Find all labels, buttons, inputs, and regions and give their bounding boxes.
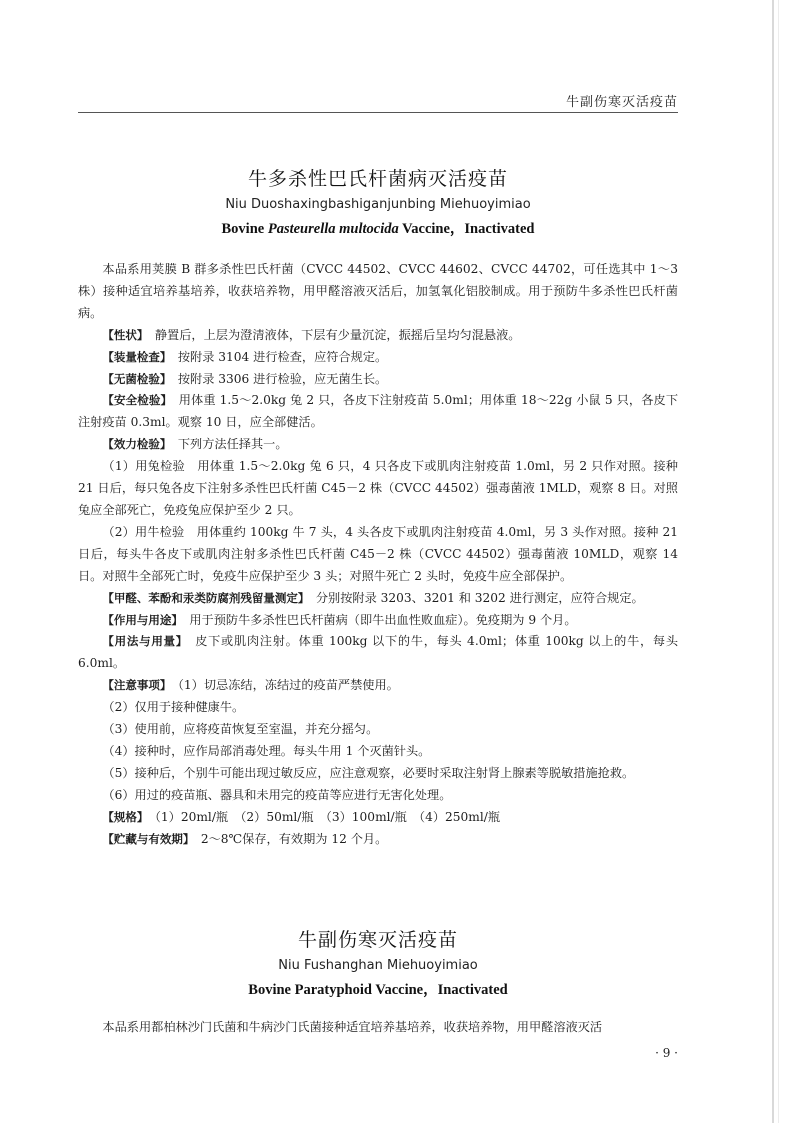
para-yongfa	[78, 631, 678, 675]
label-wujun: 【无菌检验】	[102, 371, 166, 386]
para-anquan	[78, 390, 678, 434]
text-canliu: 分别按附录 3203、3201 和 3202 进行测定，应符合规定。	[315, 590, 644, 605]
section1-title-pinyin: Niu Duoshaxingbashiganjunbing Miehuoyimiao	[225, 197, 531, 212]
label-zhucang: 【贮藏与有效期】	[102, 831, 189, 846]
para-zhuyi-2: （2）仅用于接种健康牛。	[102, 700, 245, 715]
text-xiaoli: 下列方法任择其一。	[177, 437, 288, 452]
section2-title-en: Bovine Paratyphoid Vaccine，Inactivated	[248, 982, 508, 998]
section2-title-block	[78, 925, 678, 999]
text-xingzhuang: 静置后，上层为澄清液体，下层有少量沉淀，振摇后呈均匀混悬液。	[154, 327, 521, 342]
section1-body	[78, 259, 678, 850]
intro-paragraph: 本品系用荚膜 B 群多杀性巴氏杆菌（CVCC 44502、CVCC 44602、CVCC 44702，可任选其中 1～3 株）接种适宜培养基培养，收获培养物，用甲醛溶液灭活后，加氢氧化铝胶制成。用于预防牛多杀性巴氏杆菌病。	[78, 262, 678, 320]
header-rule	[78, 112, 678, 113]
para-zhucang	[78, 829, 678, 851]
text-zhuyi: （1）切忌冻结，冻结过的疫苗严禁使用。	[177, 678, 399, 693]
section1-title-en	[78, 217, 678, 238]
label-guige: 【规格】	[102, 809, 143, 824]
label-zhuangliang: 【装量检查】	[102, 349, 166, 364]
section2-title-cn: 牛副伤寒灭活疫苗	[297, 929, 458, 951]
text-wujun: 按附录 3306 进行检验，应无菌生长。	[177, 371, 388, 386]
title-en-pre: Bovine	[221, 221, 268, 237]
para-xiaoli-rabbit: （1）用兔检验 用体重 1.5～2.0kg 兔 6 只，4 只各皮下或肌肉注射疫苗 1.0ml，另 2 只作对照。接种 21 日后，每只兔各皮下注射多杀性巴氏杆菌 C45－2 株（CVCC 44502）强毒菌液 1MLD，观察 8 日。对照兔应全部死亡，免疫兔应保护至少 2 只。	[78, 459, 678, 517]
section2-intro: 本品系用都柏林沙门氏菌和牛病沙门氏菌接种适宜培养基培养，收获培养物，用甲醛溶液灭活	[102, 1020, 603, 1034]
para-xiaoli	[78, 434, 678, 456]
para-zhuyi-3: （3）使用前，应将疫苗恢复至室温，并充分摇匀。	[102, 722, 379, 737]
page-number: · 9 ·	[655, 1046, 678, 1060]
page-edge-shadow	[772, 0, 774, 1123]
para-zhuyi-5: （5）接种后，个别牛可能出现过敏反应，应注意观察，必要时采取注射肾上腺素等脱敏措施抢救。	[102, 765, 635, 780]
page-edge-shadow-light	[778, 0, 779, 1123]
section2-title-pinyin: Niu Fushanghan Miehuoyimiao	[278, 958, 478, 973]
text-guige: （1）20ml/瓶 （2）50ml/瓶 （3）100ml/瓶 （4）250ml/瓶	[154, 809, 501, 824]
para-zhuangliang	[78, 347, 678, 369]
label-zuoyong: 【作用与用途】	[102, 612, 178, 627]
text-zuoyong: 用于预防牛多杀性巴氏杆菌病（即牛出血性败血症）。免疫期为 9 个月。	[189, 612, 577, 627]
para-zuoyong	[78, 610, 678, 632]
label-anquan: 【安全检验】	[102, 393, 167, 408]
para-guige	[78, 807, 678, 829]
para-zhuyi-4: （4）接种时，应作局部消毒处理。每头牛用 1 个灭菌针头。	[102, 743, 431, 758]
para-xingzhuang	[78, 325, 678, 347]
label-canliu: 【甲醛、苯酚和汞类防腐剂残留量测定】	[102, 590, 304, 605]
para-zhuyi	[78, 675, 678, 697]
para-wujun	[78, 369, 678, 391]
label-xiaoli: 【效力检验】	[102, 437, 166, 452]
para-zhuyi-6: （6）用过的疫苗瓶、器具和未用完的疫苗等应进行无害化处理。	[102, 787, 452, 802]
text-yongfa: 皮下或肌肉注射。体重 100kg 以下的牛，每头 4.0ml；体重 100kg 以上的牛，每头 6.0ml。	[78, 634, 679, 671]
title-en-post: Vaccine，Inactivated	[398, 221, 535, 237]
text-anquan: 用体重 1.5～2.0kg 兔 2 只，各皮下注射疫苗 5.0ml；用体重 18～22g 小鼠 5 只，各皮下注射疫苗 0.3ml。观察 10 日，应全部健活。	[78, 393, 679, 430]
label-xingzhuang: 【性状】	[102, 327, 143, 342]
text-zhucang: 2～8℃保存，有效期为 12 个月。	[200, 831, 388, 846]
section1-title-cn: 牛多杀性巴氏杆菌病灭活疫苗	[247, 168, 508, 190]
text-zhuangliang: 按附录 3104 进行检查，应符合规定。	[177, 349, 388, 364]
title-en-italic: Pasteurella multocida	[267, 221, 399, 237]
running-header: 牛副伤寒灭活疫苗	[565, 95, 678, 110]
label-zhuyi: 【注意事项】	[102, 678, 166, 693]
para-canliu	[78, 588, 678, 610]
section1-title-block	[78, 164, 678, 238]
label-yongfa: 【用法与用量】	[102, 634, 183, 649]
para-xiaoli-cattle: （2）用牛检验 用体重约 100kg 牛 7 头，4 头各皮下或肌肉注射疫苗 4.0ml，另 3 头作对照。接种 21 日后，每头牛各皮下或肌肉注射多杀性巴氏杆菌 C45－2 株（CVCC 44502）强毒菌液 10MLD，观察 14 日。对照牛全部死亡时，免疫牛应保护至少 3 头；对照牛死亡 2 头时，免疫牛应全部保护。	[78, 524, 678, 583]
